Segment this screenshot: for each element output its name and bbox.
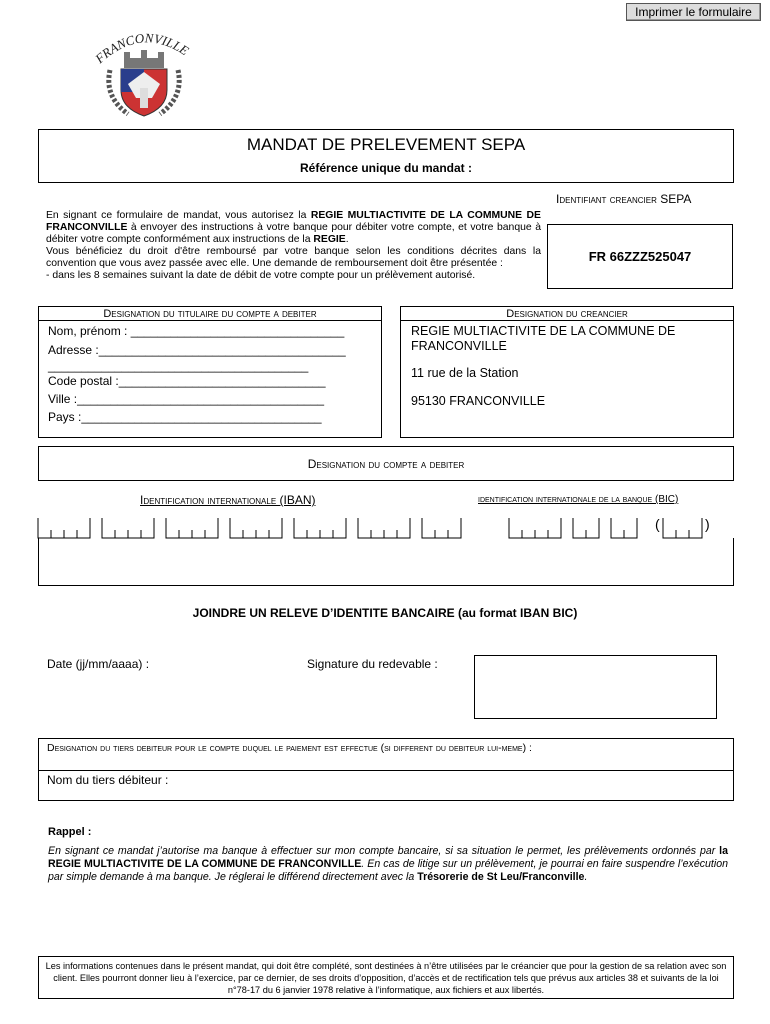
reminder-text-1: En signant ce mandat j’autorise ma banque à effectuer sur mon compte bancaire, si sa situation le permet, les prélèvements ordonnés par	[48, 845, 720, 857]
reminder-text-2: . En cas de litige sur un prélèvement, je pourrai en faire suspendre l’exécution par simple demande à ma banque. Je réglerai le différend directement avec la	[48, 858, 728, 883]
franconville-crest-logo	[88, 22, 198, 122]
third-party-title: Designation du tiers debiteur pour le compte duquel le paiement est effectue (si different du debiteur lui-meme) :	[47, 742, 532, 754]
holder-postal-code-field[interactable]: Code postal :_______________________________	[48, 374, 326, 388]
third-party-box	[38, 738, 734, 801]
signature-label: Signature du redevable :	[307, 657, 438, 671]
mandate-reference-label: Référence unique du mandat :	[299, 161, 473, 175]
account-holder-box	[38, 306, 382, 438]
mandate-intro-text	[46, 210, 541, 282]
reminder-tresorerie-name: Trésorerie de St Leu/Franconville	[417, 871, 585, 883]
creditor-box	[400, 306, 734, 438]
signature-box[interactable]	[474, 655, 717, 719]
account-holder-title: Designation du titulaire du compte a debiter	[103, 308, 317, 320]
third-party-name-field[interactable]: Nom du tiers débiteur :	[47, 773, 169, 787]
intro-text-2: à envoyer des instructions à votre banque pour débiter votre compte, et votre banque à débiter votre compte conformément aux instructions de la	[46, 222, 541, 245]
intro-text-bold-regie: REGIE MULTIACTIVITE DE LA COMMUNE DE FRANCONVILLE	[46, 210, 541, 233]
svg-text:FRANCONVILLE: FRANCONVILLE	[92, 30, 192, 67]
iban-bic-entry-area[interactable]	[38, 538, 734, 586]
creditor-title: Designation du creancier	[506, 308, 628, 320]
privacy-footer-box	[38, 956, 734, 999]
holder-address-field[interactable]: Adresse :_____________________________________	[48, 343, 346, 357]
intro-text-bold-regie-short: REGIE	[313, 234, 346, 245]
print-form-button[interactable]: Imprimer le formulaire	[626, 3, 761, 21]
reminder-text	[48, 845, 728, 884]
bic-paren-close: )	[705, 516, 710, 532]
bic-paren-open: (	[655, 516, 660, 532]
reminder-title: Rappel :	[48, 826, 92, 838]
creditor-id-box	[547, 224, 733, 289]
holder-address-line2-field[interactable]: _______________________________________	[48, 359, 309, 373]
holder-country-field[interactable]: Pays :____________________________________	[48, 410, 322, 424]
intro-refund-text: Vous bénéficiez du droit d'être remboursé par votre banque selon les conditions décrites dans la convention que vous avez passée avec elle. Une demande de remboursement doit être présentée :	[46, 246, 541, 269]
intro-text-3: .	[345, 234, 349, 245]
rib-notice: JOINDRE UN RELEVE D’IDENTITE BANCAIRE (au format IBAN BIC)	[192, 606, 578, 620]
intro-text-1: En signant ce formulaire de mandat, vous autorisez la	[46, 210, 311, 221]
account-designation-box	[38, 446, 734, 481]
creditor-name: REGIE MULTIACTIVITE DE LA COMMUNE DE FRANCONVILLE	[411, 324, 676, 353]
privacy-notice-text: Les informations contenues dans le présent mandat, qui doit être complété, sont destinées à n’être utilisées par le créancier que pour la gestion de sa relation avec son client. Elles pourront donner lieu à l’exercice, par ce dernier, de ses droits d’opposition, d’accès et de rectification tels que prévus aux articles 38 et suivants de la loi n°78-17 du 6 janvier 1978 relative à l’informatique, aux fichiers et aux libertés.	[45, 961, 727, 995]
creditor-id-label: Identifiant creancier SEPA	[556, 192, 692, 206]
holder-city-field[interactable]: Ville :_____________________________________	[48, 392, 325, 406]
date-label: Date (jj/mm/aaaa) :	[47, 657, 150, 671]
creditor-city: 95130 FRANCONVILLE	[411, 394, 546, 408]
holder-name-field[interactable]: Nom, prénom : ________________________________	[48, 324, 345, 338]
reminder-regie-name: la REGIE MULTIACTIVITE DE LA COMMUNE DE FRANCONVILLE	[48, 845, 728, 870]
header-box	[38, 129, 734, 183]
intro-refund-delay: - dans les 8 semaines suivant la date de débit de votre compte pour un prélèvement autorisé.	[46, 270, 476, 281]
bic-label: identification internationale de la banque (BIC)	[478, 494, 679, 505]
reminder-text-3: .	[584, 871, 588, 883]
page-title: MANDAT DE PRELEVEMENT SEPA	[246, 135, 526, 154]
iban-label: Identification internationale (IBAN)	[140, 493, 316, 507]
account-designation-title: Designation du compte a debiter	[307, 457, 465, 471]
creditor-id-value: FR 66ZZZ525047	[588, 249, 692, 264]
creditor-street: 11 rue de la Station	[411, 366, 519, 380]
